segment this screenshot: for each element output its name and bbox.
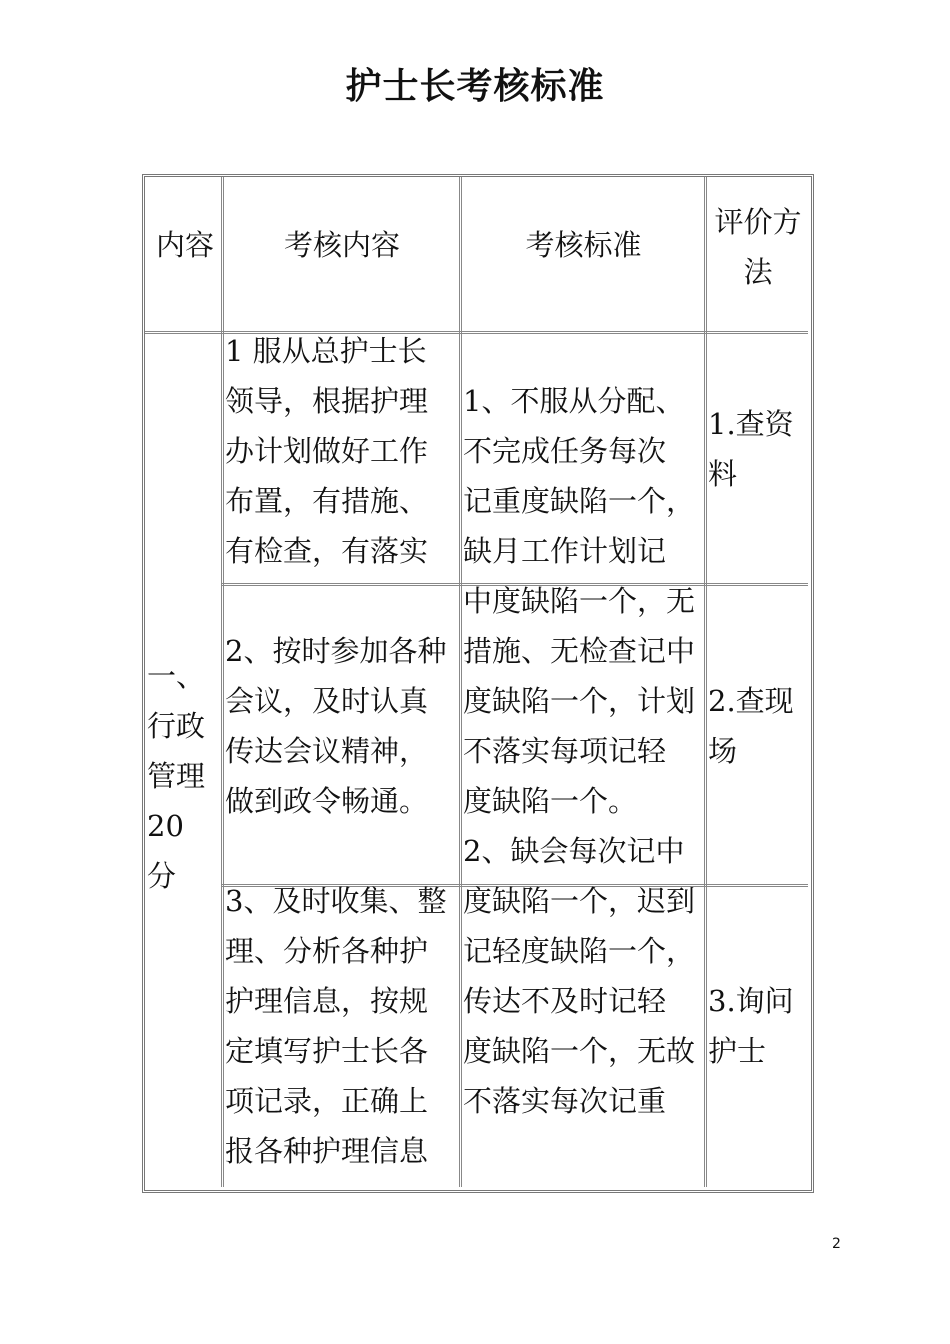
standard-line: 记轻度缺陷一个，	[463, 934, 696, 968]
content-line: 护理信息，按规	[225, 984, 429, 1018]
content-line: 定填写护士长各	[225, 1034, 429, 1068]
standard-line: 措施、无检查记中	[463, 634, 696, 668]
method-line: 场	[708, 734, 738, 768]
row-1-method	[708, 399, 808, 499]
content-line: 报各种护理信息	[225, 1134, 429, 1168]
document-title: 护士长考核标准	[345, 65, 605, 107]
standard-line: 不落实每项记轻	[463, 734, 667, 768]
standard-line: 度缺陷一个，计划	[463, 684, 696, 718]
standard-line: 不完成任务每次	[463, 434, 667, 468]
content-line: 会议，及时认真	[225, 684, 429, 718]
standard-line: 不落实每次记重	[463, 1084, 667, 1118]
section-label-line: 行政	[147, 709, 206, 743]
section-label	[147, 651, 221, 901]
content-line: 3、及时收集、整	[225, 884, 447, 918]
content-line: 1 服从总护士长	[225, 334, 427, 368]
page-number: 2	[832, 1236, 841, 1252]
content-line: 领导，根据护理	[225, 384, 429, 418]
method-line: 1.查资	[708, 407, 794, 441]
header-content: 内容	[155, 228, 214, 262]
standard-text	[463, 376, 704, 1126]
section-label-line: 管理	[147, 759, 206, 793]
standard-line: 度缺陷一个，无故	[463, 1034, 696, 1068]
row-1-content	[225, 326, 459, 576]
standard-line: 度缺陷一个，迟到	[463, 884, 696, 918]
content-line: 布置，有措施、	[225, 484, 429, 518]
header-assessment-content: 考核内容	[283, 228, 400, 262]
content-line: 项记录，正确上	[225, 1084, 429, 1118]
row-2-content	[225, 626, 459, 826]
content-line: 理、分析各种护	[225, 934, 429, 968]
row-2-method	[708, 676, 808, 776]
standard-line: 中度缺陷一个，无	[463, 584, 696, 618]
header-assessment-standard: 考核标准	[525, 228, 642, 262]
content-line: 2、按时参加各种	[225, 634, 447, 668]
standard-line: 度缺陷一个。	[463, 784, 638, 818]
standard-line: 缺月工作计划记	[463, 534, 667, 568]
section-label-line: 20 分	[147, 809, 184, 893]
standard-line: 2、缺会每次记中	[463, 834, 685, 868]
standard-line: 记重度缺陷一个，	[463, 484, 696, 518]
column-divider	[221, 177, 224, 1187]
content-line: 传达会议精神，	[225, 734, 429, 768]
header-evaluation-method: 评价方法	[714, 205, 802, 289]
content-line: 办计划做好工作	[225, 434, 429, 468]
content-line: 做到政令畅通。	[225, 784, 429, 818]
method-line: 护士	[708, 1034, 767, 1068]
column-divider	[459, 177, 462, 1187]
column-divider	[704, 177, 707, 1187]
standard-line: 1、不服从分配、	[463, 384, 685, 418]
row-3-method	[708, 976, 808, 1076]
standard-line: 传达不及时记轻	[463, 984, 667, 1018]
section-label-line: 一、	[147, 659, 206, 693]
row-3-content	[225, 876, 459, 1176]
method-line: 3.询问	[708, 984, 794, 1018]
assessment-table	[142, 174, 814, 1193]
content-line: 有检查，有落实	[225, 534, 429, 568]
method-line: 2.查现	[708, 684, 794, 718]
method-line: 料	[708, 457, 738, 491]
